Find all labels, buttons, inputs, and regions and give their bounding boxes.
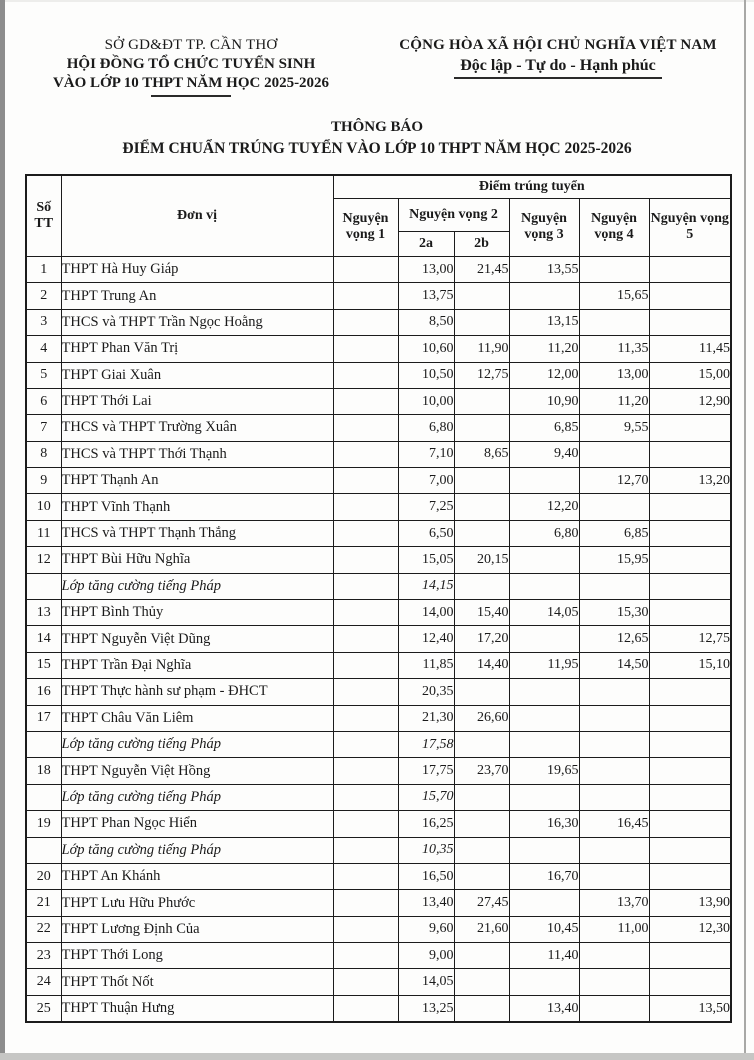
cell-stt: 19 xyxy=(26,811,61,837)
cell-nv3: 12,20 xyxy=(509,494,579,520)
table-row xyxy=(26,415,731,441)
cell-nv4 xyxy=(579,731,649,757)
cell-a2b: 21,60 xyxy=(454,916,509,942)
cell-nv5 xyxy=(649,811,731,837)
cell-nv4 xyxy=(579,837,649,863)
table-row xyxy=(26,494,731,520)
cell-nv4 xyxy=(579,784,649,810)
cell-a2b: 20,15 xyxy=(454,547,509,573)
cell-nv1 xyxy=(333,943,398,969)
cell-name: THPT Thốt Nốt xyxy=(61,969,333,995)
cell-a2b: 8,65 xyxy=(454,441,509,467)
cell-nv3 xyxy=(509,705,579,731)
cell-a2b xyxy=(454,837,509,863)
cell-nv1 xyxy=(333,626,398,652)
col-header-nv2b: 2b xyxy=(454,231,509,256)
cell-a2b xyxy=(454,520,509,546)
cell-stt: 7 xyxy=(26,415,61,441)
cell-a2b: 11,90 xyxy=(454,336,509,362)
cell-a2a: 7,25 xyxy=(398,494,454,520)
cell-nv3 xyxy=(509,784,579,810)
cell-a2a: 10,35 xyxy=(398,837,454,863)
cell-a2b xyxy=(454,679,509,705)
cell-nv5 xyxy=(649,863,731,889)
cell-nv1 xyxy=(333,784,398,810)
table-row xyxy=(26,441,731,467)
cell-a2a: 10,50 xyxy=(398,362,454,388)
cell-nv1 xyxy=(333,863,398,889)
cell-nv5 xyxy=(649,784,731,810)
table-row xyxy=(26,863,731,889)
cell-nv4 xyxy=(579,494,649,520)
cell-nv1 xyxy=(333,309,398,335)
cell-stt: 5 xyxy=(26,362,61,388)
cell-nv5 xyxy=(649,494,731,520)
table-row xyxy=(26,468,731,494)
col-header-nv1: Nguyện vọng 1 xyxy=(333,198,398,256)
cell-nv4 xyxy=(579,863,649,889)
cell-nv5: 11,45 xyxy=(649,336,731,362)
cell-nv4: 15,95 xyxy=(579,547,649,573)
cell-nv1 xyxy=(333,336,398,362)
table-row xyxy=(26,811,731,837)
photo-edge-right xyxy=(744,0,746,1060)
cell-a2b: 12,75 xyxy=(454,362,509,388)
cell-nv3: 6,85 xyxy=(509,415,579,441)
table-row-french-class xyxy=(26,573,731,599)
cell-stt: 14 xyxy=(26,626,61,652)
cell-name: THPT Hà Huy Giáp xyxy=(61,256,333,282)
cell-a2a: 14,05 xyxy=(398,969,454,995)
col-header-nv4: Nguyện vọng 4 xyxy=(579,198,649,256)
photo-edge-left xyxy=(0,0,5,1060)
cell-stt: 2 xyxy=(26,283,61,309)
scores-table xyxy=(25,174,732,1023)
cell-stt: 10 xyxy=(26,494,61,520)
authority-name: SỞ GD&ĐT TP. CẦN THƠ xyxy=(104,37,278,53)
cell-nv4 xyxy=(579,705,649,731)
cell-nv4: 12,65 xyxy=(579,626,649,652)
cell-nv5 xyxy=(649,837,731,863)
table-row xyxy=(26,283,731,309)
cell-nv1 xyxy=(333,890,398,916)
cell-nv5: 13,20 xyxy=(649,468,731,494)
cell-a2b: 21,45 xyxy=(454,256,509,282)
cell-nv5 xyxy=(649,573,731,599)
cell-name: THPT Phan Ngọc Hiển xyxy=(61,811,333,837)
cell-stt: 9 xyxy=(26,468,61,494)
cell-stt xyxy=(26,784,61,810)
cell-nv1 xyxy=(333,811,398,837)
cell-stt xyxy=(26,573,61,599)
table-row xyxy=(26,388,731,414)
cell-a2b: 23,70 xyxy=(454,758,509,784)
cell-a2b xyxy=(454,573,509,599)
cell-a2a: 17,75 xyxy=(398,758,454,784)
cell-a2b xyxy=(454,784,509,810)
announcement-title: ĐIỂM CHUẨN TRÚNG TUYỂN VÀO LỚP 10 THPT NĂM HỌC 2025-2026 xyxy=(122,140,632,158)
table-row xyxy=(26,916,731,942)
cell-nv1 xyxy=(333,494,398,520)
cell-nv4 xyxy=(579,995,649,1022)
cell-a2a: 11,85 xyxy=(398,652,454,678)
cell-stt: 21 xyxy=(26,890,61,916)
cell-a2a: 7,10 xyxy=(398,441,454,467)
cell-nv1 xyxy=(333,362,398,388)
cell-a2a: 15,70 xyxy=(398,784,454,810)
cell-nv5 xyxy=(649,283,731,309)
cell-nv5: 13,90 xyxy=(649,890,731,916)
cell-nv4: 13,70 xyxy=(579,890,649,916)
cell-a2b: 17,20 xyxy=(454,626,509,652)
cell-a2a: 17,58 xyxy=(398,731,454,757)
cell-nv3 xyxy=(509,890,579,916)
cell-nv3 xyxy=(509,626,579,652)
cell-name: Lớp tăng cường tiếng Pháp xyxy=(61,573,333,599)
cell-a2a: 15,05 xyxy=(398,547,454,573)
cell-name: THPT An Khánh xyxy=(61,863,333,889)
cell-nv3: 13,55 xyxy=(509,256,579,282)
cell-nv1 xyxy=(333,441,398,467)
cell-nv1 xyxy=(333,573,398,599)
document-header xyxy=(0,0,754,97)
cell-nv4: 11,00 xyxy=(579,916,649,942)
cell-nv5: 15,10 xyxy=(649,652,731,678)
cell-nv4 xyxy=(579,943,649,969)
cell-stt: 23 xyxy=(26,943,61,969)
cell-nv4: 9,55 xyxy=(579,415,649,441)
cell-nv3: 16,70 xyxy=(509,863,579,889)
table-row xyxy=(26,362,731,388)
table-row xyxy=(26,336,731,362)
col-header-don-vi: Đơn vị xyxy=(61,175,333,257)
cell-name: THPT Trung An xyxy=(61,283,333,309)
col-header-nv2a: 2a xyxy=(398,231,454,256)
cell-nv4 xyxy=(579,679,649,705)
cell-a2a: 14,15 xyxy=(398,573,454,599)
cell-name: THPT Phan Văn Trị xyxy=(61,336,333,362)
cell-stt xyxy=(26,837,61,863)
cell-a2a: 14,00 xyxy=(398,600,454,626)
cell-name: THCS và THPT Trần Ngọc Hoằng xyxy=(61,309,333,335)
cell-nv3 xyxy=(509,731,579,757)
cell-nv5: 12,75 xyxy=(649,626,731,652)
cell-a2a: 16,25 xyxy=(398,811,454,837)
cell-nv1 xyxy=(333,758,398,784)
cell-name: THPT Trần Đại Nghĩa xyxy=(61,652,333,678)
table-body xyxy=(26,256,731,1022)
cell-a2b xyxy=(454,494,509,520)
cell-nv5 xyxy=(649,547,731,573)
cell-nv3: 12,00 xyxy=(509,362,579,388)
table-row xyxy=(26,969,731,995)
cell-name: Lớp tăng cường tiếng Pháp xyxy=(61,731,333,757)
cell-nv4: 13,00 xyxy=(579,362,649,388)
cell-nv3 xyxy=(509,679,579,705)
cell-nv3 xyxy=(509,468,579,494)
cell-name: THPT Châu Văn Liêm xyxy=(61,705,333,731)
council-name: HỘI ĐỒNG TỔ CHỨC TUYỂN SINH xyxy=(66,55,316,72)
cell-nv5 xyxy=(649,415,731,441)
cell-nv1 xyxy=(333,969,398,995)
cell-nv4 xyxy=(579,441,649,467)
cell-stt: 17 xyxy=(26,705,61,731)
table-header xyxy=(26,175,731,257)
cell-nv1 xyxy=(333,468,398,494)
cell-stt: 20 xyxy=(26,863,61,889)
cell-stt: 16 xyxy=(26,679,61,705)
cell-nv3 xyxy=(509,283,579,309)
cell-a2a: 8,50 xyxy=(398,309,454,335)
cell-a2b xyxy=(454,943,509,969)
table-row xyxy=(26,652,731,678)
cell-a2b xyxy=(454,415,509,441)
cell-stt: 1 xyxy=(26,256,61,282)
table-row xyxy=(26,256,731,282)
cell-a2a: 6,80 xyxy=(398,415,454,441)
cell-stt: 4 xyxy=(26,336,61,362)
cell-nv1 xyxy=(333,679,398,705)
table-row-french-class xyxy=(26,837,731,863)
cell-nv5 xyxy=(649,731,731,757)
motto-text: Độc lập - Tự do - Hạnh phúc xyxy=(454,56,662,80)
cell-nv1 xyxy=(333,705,398,731)
cell-stt: 11 xyxy=(26,520,61,546)
table-row xyxy=(26,600,731,626)
cell-nv4 xyxy=(579,573,649,599)
cell-nv5 xyxy=(649,256,731,282)
cell-nv3: 19,65 xyxy=(509,758,579,784)
cell-a2a: 20,35 xyxy=(398,679,454,705)
table-row xyxy=(26,309,731,335)
cell-nv4 xyxy=(579,309,649,335)
cell-nv3: 13,15 xyxy=(509,309,579,335)
cell-name: THPT Nguyễn Việt Dũng xyxy=(61,626,333,652)
cell-nv3: 9,40 xyxy=(509,441,579,467)
cell-a2b xyxy=(454,309,509,335)
cell-name: Lớp tăng cường tiếng Pháp xyxy=(61,784,333,810)
cell-a2b xyxy=(454,969,509,995)
cell-nv1 xyxy=(333,837,398,863)
cell-nv4 xyxy=(579,256,649,282)
header-left-underline xyxy=(151,95,231,97)
cell-stt: 12 xyxy=(26,547,61,573)
cell-name: THCS và THPT Thạnh Thắng xyxy=(61,520,333,546)
cell-a2b xyxy=(454,731,509,757)
cell-a2b: 14,40 xyxy=(454,652,509,678)
cell-nv4: 15,30 xyxy=(579,600,649,626)
cell-nv5 xyxy=(649,441,731,467)
cell-nv1 xyxy=(333,600,398,626)
cell-nv1 xyxy=(333,520,398,546)
issuing-authority-block xyxy=(30,36,352,97)
cell-nv4: 12,70 xyxy=(579,468,649,494)
cell-nv3: 11,95 xyxy=(509,652,579,678)
cell-nv3: 14,05 xyxy=(509,600,579,626)
cell-nv4: 11,20 xyxy=(579,388,649,414)
photo-edge-bottom xyxy=(0,1053,754,1060)
cell-nv5 xyxy=(649,600,731,626)
table-row xyxy=(26,943,731,969)
cell-name: THPT Vĩnh Thạnh xyxy=(61,494,333,520)
cell-nv5 xyxy=(649,969,731,995)
cell-nv3: 11,20 xyxy=(509,336,579,362)
announcement-label: THÔNG BÁO xyxy=(330,119,424,136)
photo-edge-top xyxy=(0,0,754,2)
cell-a2a: 13,00 xyxy=(398,256,454,282)
cell-nv5 xyxy=(649,520,731,546)
cell-nv1 xyxy=(333,256,398,282)
cell-a2a: 13,40 xyxy=(398,890,454,916)
cell-nv1 xyxy=(333,283,398,309)
cell-nv3: 16,30 xyxy=(509,811,579,837)
col-header-diem-trung-tuyen: Điểm trúng tuyển xyxy=(333,175,731,199)
table-row xyxy=(26,547,731,573)
cell-a2b xyxy=(454,283,509,309)
cell-nv5: 15,00 xyxy=(649,362,731,388)
cell-a2a: 9,60 xyxy=(398,916,454,942)
cell-nv5: 13,50 xyxy=(649,995,731,1022)
cell-nv5: 12,30 xyxy=(649,916,731,942)
cell-a2b xyxy=(454,995,509,1022)
cell-nv1 xyxy=(333,995,398,1022)
cell-stt: 22 xyxy=(26,916,61,942)
cell-a2a: 16,50 xyxy=(398,863,454,889)
cell-nv3 xyxy=(509,969,579,995)
cell-nv3: 13,40 xyxy=(509,995,579,1022)
table-row xyxy=(26,995,731,1022)
cell-nv5 xyxy=(649,943,731,969)
cell-nv1 xyxy=(333,415,398,441)
cell-nv5 xyxy=(649,309,731,335)
table-row xyxy=(26,679,731,705)
table-row xyxy=(26,758,731,784)
cell-a2b: 27,45 xyxy=(454,890,509,916)
table-row xyxy=(26,890,731,916)
col-header-nv2: Nguyện vọng 2 xyxy=(398,198,509,231)
table-row xyxy=(26,626,731,652)
table-row-french-class xyxy=(26,731,731,757)
cell-nv5 xyxy=(649,679,731,705)
cell-name: THPT Lương Định Của xyxy=(61,916,333,942)
republic-title: CỘNG HÒA XÃ HỘI CHỦ NGHĨA VIỆT NAM xyxy=(399,37,717,53)
cell-a2a: 7,00 xyxy=(398,468,454,494)
cell-a2a: 10,60 xyxy=(398,336,454,362)
cell-nv3 xyxy=(509,547,579,573)
cell-stt xyxy=(26,731,61,757)
cell-a2a: 21,30 xyxy=(398,705,454,731)
cell-stt: 25 xyxy=(26,995,61,1022)
cell-stt: 3 xyxy=(26,309,61,335)
cell-a2b: 15,40 xyxy=(454,600,509,626)
cell-name: THPT Thới Lai xyxy=(61,388,333,414)
cell-name: THPT Bình Thủy xyxy=(61,600,333,626)
cell-nv4: 15,65 xyxy=(579,283,649,309)
cell-a2b xyxy=(454,811,509,837)
cell-nv4 xyxy=(579,758,649,784)
cell-name: THPT Thuận Hưng xyxy=(61,995,333,1022)
cell-nv5: 12,90 xyxy=(649,388,731,414)
col-header-nv3: Nguyện vọng 3 xyxy=(509,198,579,256)
page-title xyxy=(0,117,754,160)
cell-nv3: 10,90 xyxy=(509,388,579,414)
cell-stt: 8 xyxy=(26,441,61,467)
cell-name: THPT Thực hành sư phạm - ĐHCT xyxy=(61,679,333,705)
cell-nv1 xyxy=(333,547,398,573)
cell-a2a: 10,00 xyxy=(398,388,454,414)
cell-nv5 xyxy=(649,705,731,731)
cell-a2b xyxy=(454,468,509,494)
cell-a2b: 26,60 xyxy=(454,705,509,731)
cell-a2b xyxy=(454,863,509,889)
cell-stt: 18 xyxy=(26,758,61,784)
cell-nv3 xyxy=(509,573,579,599)
cell-name: THCS và THPT Thới Thạnh xyxy=(61,441,333,467)
cell-nv1 xyxy=(333,916,398,942)
cell-a2a: 6,50 xyxy=(398,520,454,546)
cell-a2a: 13,75 xyxy=(398,283,454,309)
national-motto-block xyxy=(372,36,744,97)
table-row xyxy=(26,705,731,731)
cell-nv1 xyxy=(333,652,398,678)
table-row-french-class xyxy=(26,784,731,810)
council-name-line2: VÀO LỚP 10 THPT NĂM HỌC 2025-2026 xyxy=(52,74,330,91)
cell-nv4: 6,85 xyxy=(579,520,649,546)
cell-a2a: 13,25 xyxy=(398,995,454,1022)
cell-nv1 xyxy=(333,388,398,414)
cell-a2b xyxy=(454,388,509,414)
cell-nv4 xyxy=(579,969,649,995)
cell-name: THPT Lưu Hữu Phước xyxy=(61,890,333,916)
cell-stt: 13 xyxy=(26,600,61,626)
cell-a2a: 12,40 xyxy=(398,626,454,652)
col-header-nv5: Nguyện vọng 5 xyxy=(649,198,731,256)
cell-name: THPT Thạnh An xyxy=(61,468,333,494)
table-row xyxy=(26,520,731,546)
cell-name: THPT Nguyễn Việt Hồng xyxy=(61,758,333,784)
cell-nv3: 10,45 xyxy=(509,916,579,942)
cell-name: THPT Giai Xuân xyxy=(61,362,333,388)
cell-nv1 xyxy=(333,731,398,757)
cell-nv5 xyxy=(649,758,731,784)
cell-name: THPT Thới Long xyxy=(61,943,333,969)
cell-stt: 15 xyxy=(26,652,61,678)
cell-nv3 xyxy=(509,837,579,863)
cell-nv4: 11,35 xyxy=(579,336,649,362)
cell-name: THCS và THPT Trường Xuân xyxy=(61,415,333,441)
cell-a2a: 9,00 xyxy=(398,943,454,969)
cell-name: THPT Bùi Hữu Nghĩa xyxy=(61,547,333,573)
col-header-stt: Số TT xyxy=(26,175,61,257)
cell-name: Lớp tăng cường tiếng Pháp xyxy=(61,837,333,863)
cell-stt: 24 xyxy=(26,969,61,995)
cell-nv3: 11,40 xyxy=(509,943,579,969)
cell-nv3: 6,80 xyxy=(509,520,579,546)
cell-nv4: 16,45 xyxy=(579,811,649,837)
cell-nv4: 14,50 xyxy=(579,652,649,678)
cell-stt: 6 xyxy=(26,388,61,414)
